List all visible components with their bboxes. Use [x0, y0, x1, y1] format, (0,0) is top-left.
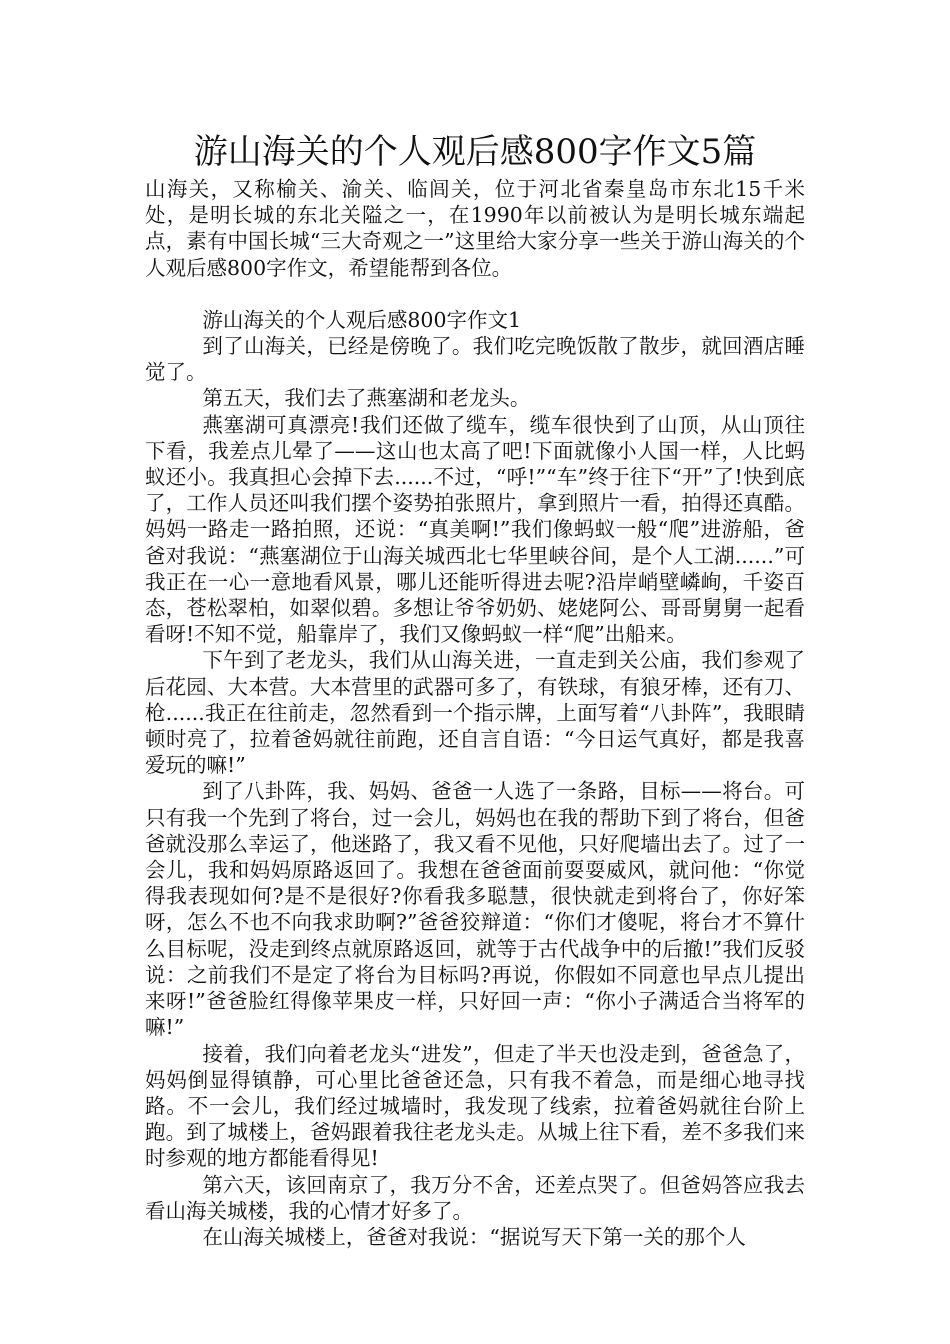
paragraph-gap	[145, 281, 805, 307]
body-paragraph-6: 接着，我们向着老龙头“进发”，但走了半天也没走到，爸爸急了，妈妈倒显得镇静，可心里比爸爸还急，只有我不着急，而是细心地寻找路。不一会儿，我们经过城墙时，我发现了线索，拉着爸妈就往台阶上跑。到了城楼上，爸妈跟着我往老龙头走。从城上往下看，差不多我们来时参观的地方都能看得见!	[145, 1041, 805, 1171]
body-paragraph-1: 到了山海关，已经是傍晚了。我们吃完晚饭散了散步，就回酒店睡觉了。	[145, 334, 805, 385]
body-paragraph-7: 第六天，该回南京了，我万分不舍，还差点哭了。但爸妈答应我去看山海关城楼，我的心情才好多了。	[145, 1172, 805, 1223]
document-title: 游山海关的个人观后感800字作文5篇	[193, 132, 757, 172]
body-paragraph-5: 到了八卦阵，我、妈妈、爸爸一人选了一条路，目标——将台。可只有我一个先到了将台，过一会儿，妈妈也在我的帮助下到了将台，但爸爸就没那么幸运了，他迷路了，我又看不见他，只好爬墙出去了。过了一会儿，我和妈妈原路返回了。我想在爸爸面前耍耍威风，就问他：“你觉得我表现如何?是不是很好?你看我多聪慧，很快就走到将台了，你好笨呀，怎么不也不向我求助啊?”爸爸狡辩道：“你们才傻呢，将台才不算什么目标呢，没走到终点就原路返回，就等于古代战争中的后撤!”我们反驳说：之前我们不是定了将台为目标吗?再说，你假如不同意也早点儿提出来呀!”爸爸脸红得像苹果皮一样，只好回一声：“你小子满适合当将军的嘛!”	[145, 779, 805, 1040]
body-paragraph-3: 燕塞湖可真漂亮!我们还做了缆车，缆车很快到了山顶，从山顶往下看，我差点儿晕了——这山也太高了吧!下面就像小人国一样，人比蚂蚁还小。我真担心会掉下去......不过，“呼!”“车”终于往下“开”了!快到底了，工作人员还叫我们摆个姿势拍张照片，拿到照片一看，拍得还真酷。妈妈一路走一路拍照，还说：“真美啊!”我们像蚂蚁一般“爬”进游船，爸爸对我说：“燕塞湖位于山海关城西北七华里峡谷间，是个人工湖......”可我正在一心一意地看风景，哪儿还能听得进去呢?沿岸峭壁嶙峋，千姿百态，苍松翠柏，如翠似碧。多想让爷爷奶奶、姥姥阿公、哥哥舅舅一起看看呀!不知不觉，船靠岸了，我们又像蚂蚁一样“爬”出船来。	[145, 412, 805, 647]
intro-paragraph: 山海关，又称榆关、渝关、临闾关，位于河北省秦皇岛市东北15千米处，是明长城的东北关隘之一，在1990年以前被认为是明长城东端起点，素有中国长城“三大奇观之一”这里给大家分享一些关于游山海关的个人观后感800字作文，希望能帮到各位。	[145, 177, 805, 280]
section-heading: 游山海关的个人观后感800字作文1	[202, 307, 522, 332]
body-paragraph-8: 在山海关城楼上，爸爸对我说：“据说写天下第一关的那个人	[202, 1224, 746, 1249]
body-paragraph-2: 第五天，我们去了燕塞湖和老龙头。	[202, 386, 531, 411]
body-paragraph-4: 下午到了老龙头，我们从山海关进，一直走到关公庙，我们参观了后花园、大本营。大本营里的武器可多了，有铁球，有狼牙棒，还有刀、枪......我正在往前走，忽然看到一个指示牌，上面写着“八卦阵”，我眼睛顿时亮了，拉着爸妈就往前跑，还自言自语：“今日运气真好，都是我喜爱玩的嘛!”	[145, 648, 805, 778]
document-page	[145, 130, 805, 1250]
